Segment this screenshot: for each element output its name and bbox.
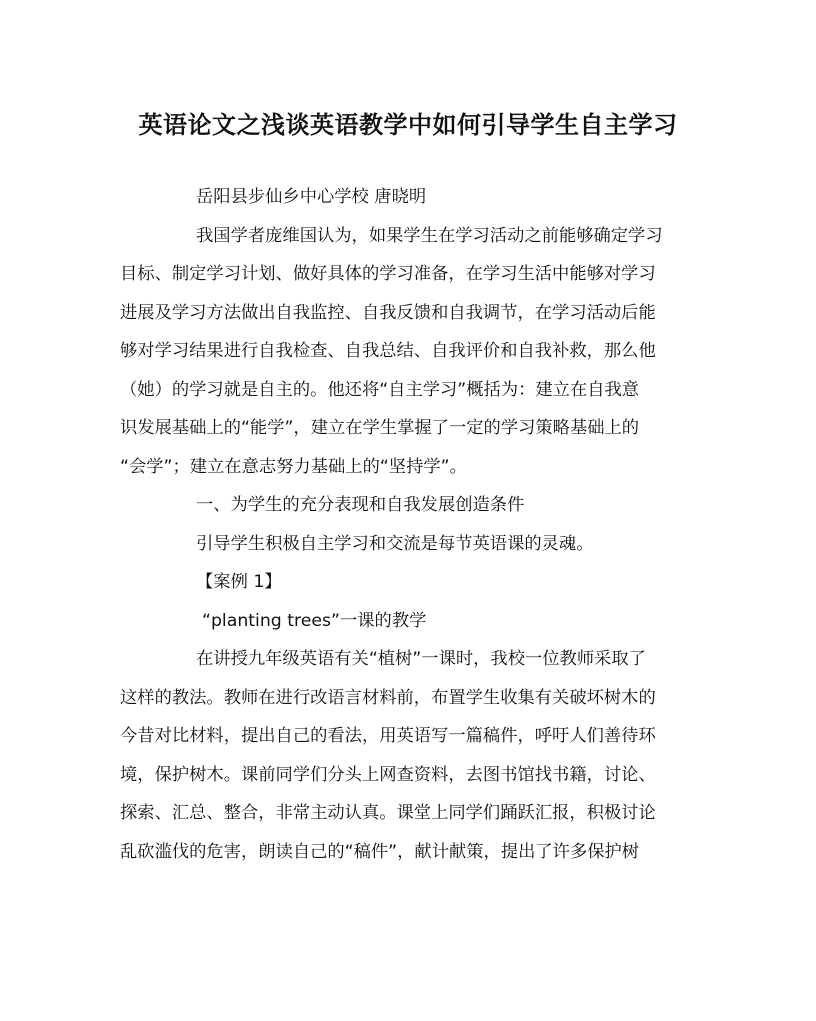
paragraph-line: 识发展基础上的“能学”，建立在学生掌握了一定的学习策略基础上的 <box>120 418 640 438</box>
case-title: “planting trees”一课的教学 <box>202 610 427 631</box>
paragraph-line: 乱砍滥伐的危害，朗读自己的“稿件”，献计献策，提出了许多保护树 <box>120 841 640 862</box>
paragraph-line: 够对学习结果进行自我检查、自我总结、自我评价和自我补救，那么他 <box>120 341 656 361</box>
case-label: 【案例 1】 <box>196 572 282 592</box>
author-line: 岳阳县步仙乡中心学校 唐晓明 <box>196 187 427 207</box>
paragraph-line: 进展及学习方法做出自我监控、自我反馈和自我调节，在学习活动后能 <box>120 302 656 323</box>
paragraph-line: 在讲授九年级英语有关“植树”一课时，我校一位教师采取了 <box>196 649 646 669</box>
paragraph-line: 目标、制定学习计划、做好具体的学习准备，在学习生活中能够对学习 <box>120 264 656 284</box>
paragraph-line: “会学”；建立在意志努力基础上的“坚持学”。 <box>120 456 467 477</box>
paragraph-line: 引导学生积极自主学习和交流是每节英语课的灵魂。 <box>196 533 594 554</box>
paragraph-line: 境，保护树木。课前同学们分头上网查资料，去图书馆找书籍，讨论、 <box>120 764 656 785</box>
section-heading: 一、为学生的充分表现和自我发展创造条件 <box>196 495 525 515</box>
paragraph-line: 探索、汇总、整合，非常主动认真。课堂上同学们踊跃汇报，积极讨论 <box>120 803 656 823</box>
paragraph-line: 我国学者庞维国认为，如果学生在学习活动之前能够确定学习 <box>196 225 663 246</box>
document-title: 英语论文之浅谈英语教学中如何引导学生自主学习 <box>138 110 678 139</box>
paragraph-line: 这样的教法。教师在进行改语言材料前，布置学生收集有关破坏树木的 <box>120 687 656 708</box>
document-body <box>120 178 700 871</box>
paragraph-line: （她）的学习就是自主的。他还将“自主学习”概括为：建立在自我意 <box>120 379 640 400</box>
paragraph-line: 今昔对比材料，提出自己的看法，用英语写一篇稿件，呼吁人们善待环 <box>120 726 656 746</box>
